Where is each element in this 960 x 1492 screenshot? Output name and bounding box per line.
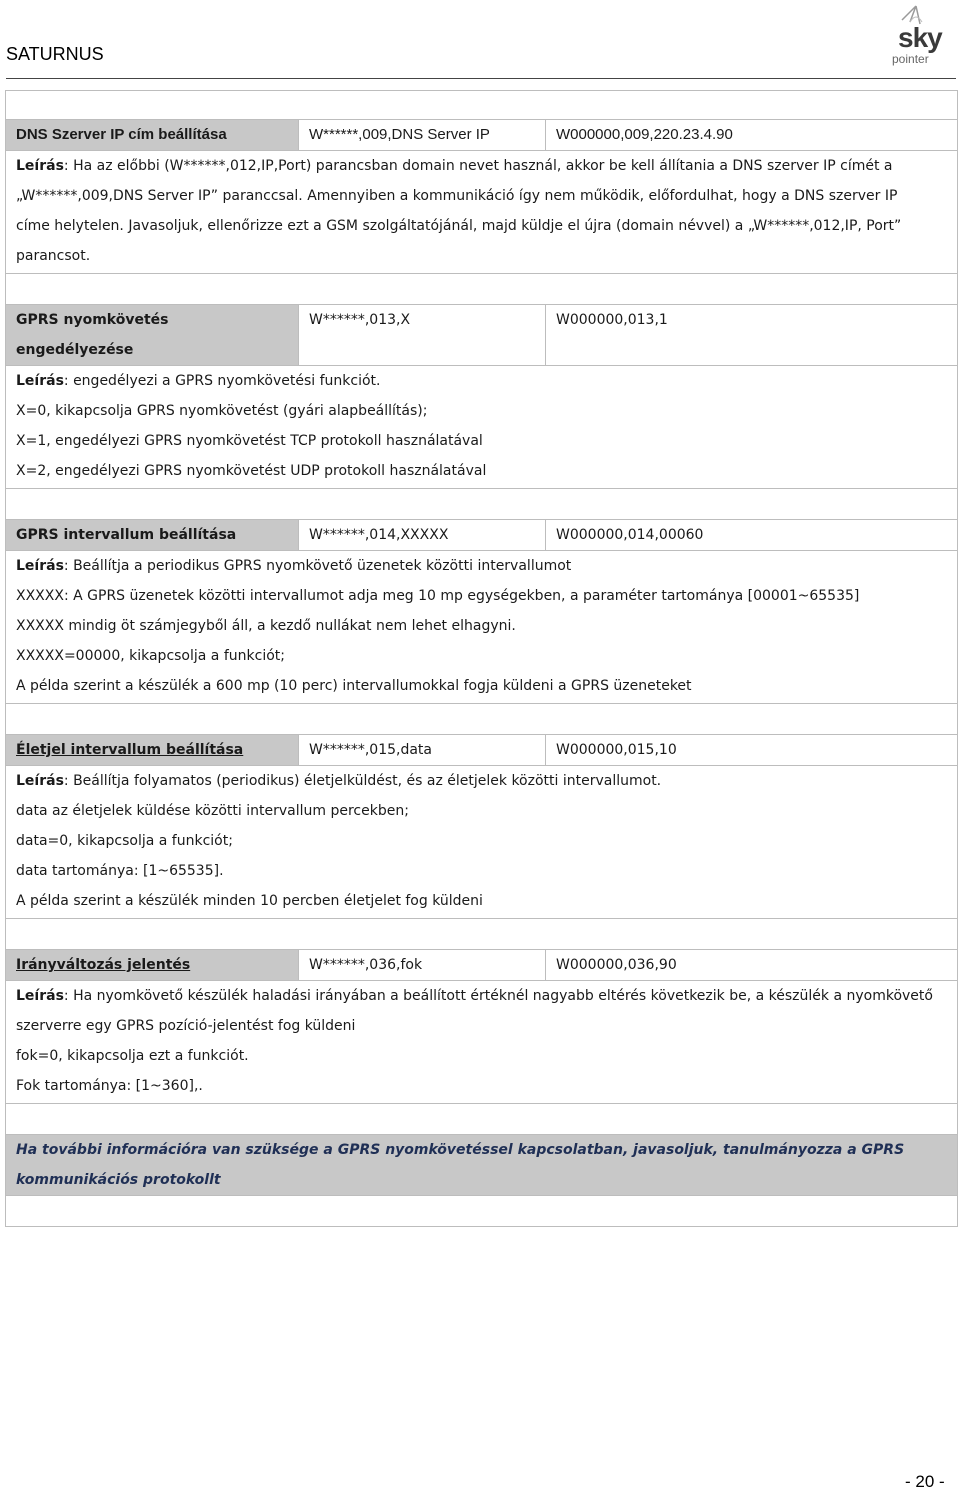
section-header-gprs-tracking [6, 304, 957, 365]
section-description-gprs-tracking [6, 365, 957, 488]
desc-line: X=1, engedélyezi GPRS nyomkövetést TCP protokoll használatával [16, 433, 483, 449]
section-example: W000000,036,90 [545, 950, 957, 980]
section-name [6, 950, 298, 980]
section-header-gprs-interval [6, 519, 957, 550]
desc-line: X=0, kikapcsolja GPRS nyomkövetést (gyári alapbeállítás); [16, 403, 428, 419]
desc-label: Leírás [16, 158, 64, 174]
section-name-line: GPRS nyomkövetés [16, 312, 169, 328]
section-name-text: Életjel intervallum beállítása [16, 742, 244, 758]
desc-line [16, 366, 947, 396]
desc-label: Leírás [16, 988, 64, 1004]
desc-label: Leírás [16, 558, 64, 574]
desc-text: : Ha nyomkövető készülék haladási irányában a beállított értéknél nagyabb eltérés következik be, a készülék a nyomkövető [63, 988, 933, 1004]
desc-text: : engedélyezi a GPRS nyomkövetési funkciót. [63, 373, 381, 389]
section-description-gprs-interval [6, 550, 957, 703]
table-spacer [6, 1103, 957, 1134]
section-example: W000000,014,00060 [545, 520, 957, 550]
document-header-title: SATURNUS [6, 44, 104, 64]
command-table [5, 90, 958, 1227]
header-divider [6, 78, 956, 79]
desc-text: : Beállítja a periodikus GPRS nyomkövető üzenetek közötti intervallumot [63, 558, 572, 574]
desc-line: XXXXX=00000, kikapcsolja a funkciót; [16, 648, 285, 664]
section-example: W000000,013,1 [545, 305, 957, 365]
desc-text: : Beállítja folyamatos (periodikus) életjelküldést, és az életjelek közötti intervallumot. [63, 773, 662, 789]
desc-line: X=2, engedélyezi GPRS nyomkövetést UDP protokoll használatával [16, 463, 487, 479]
section-name: DNS Szerver IP cím beállítása [6, 120, 298, 150]
section-name: GPRS intervallum beállítása [6, 520, 298, 550]
desc-line: A példa szerint a készülék a 600 mp (10 perc) intervallumokkal fogja küldeni a GPRS üzeneteket [16, 678, 692, 694]
section-command: W******,014,XXXXX [298, 520, 545, 550]
desc-line: parancsot. [16, 248, 91, 264]
desc-line: XXXXX mindig öt számjegyből áll, a kezdő nullákat nem lehet elhagyni. [16, 618, 516, 634]
desc-line: XXXXX: A GPRS üzenetek közötti intervallumot adja meg 10 mp egységekben, a paraméter tartománya [00001~65535] [16, 588, 860, 604]
table-spacer [6, 91, 957, 119]
table-spacer [6, 918, 957, 949]
table-spacer [6, 273, 957, 304]
desc-line: fok=0, kikapcsolja ezt a funkciót. [16, 1048, 249, 1064]
section-command: W******,013,X [298, 305, 545, 365]
section-name [6, 735, 298, 765]
section-name-text: Irányváltozás jelentés [16, 957, 191, 973]
section-command: W******,036,fok [298, 950, 545, 980]
table-spacer [6, 488, 957, 519]
desc-line [16, 551, 947, 581]
logo-sub-text: pointer [892, 52, 929, 66]
section-header-dns [6, 119, 957, 150]
page-number: - 20 - [905, 1472, 945, 1491]
note-line: kommunikációs protokollt [16, 1172, 221, 1188]
table-spacer [6, 1195, 957, 1226]
desc-line: data az életjelek küldése közötti intervallum percekben; [16, 803, 409, 819]
section-description-direction-change [6, 980, 957, 1103]
section-header-direction-change [6, 949, 957, 980]
desc-text: : Ha az előbbi (W******,012,IP,Port) parancsban domain nevet használ, akkor be kell állítania a DNS szerver IP címét a [63, 158, 893, 174]
desc-label: Leírás [16, 373, 64, 389]
section-description-dns [6, 150, 957, 273]
table-spacer [6, 703, 957, 734]
section-description-heartbeat [6, 765, 957, 918]
section-example: W000000,015,10 [545, 735, 957, 765]
section-example: W000000,009,220.23.4.90 [545, 120, 957, 150]
desc-line: címe helytelen. Javasoljuk, ellenőrizze ezt a GSM szolgáltatójánál, majd küldje el újra (domain névvel) a „W******,012,IP, Port” [16, 218, 902, 234]
section-command: W******,015,data [298, 735, 545, 765]
section-command: W******,009,DNS Server IP [298, 120, 545, 150]
desc-line: data=0, kikapcsolja a funkciót; [16, 833, 233, 849]
desc-line: A példa szerint a készülék minden 10 percben életjelet fog küldeni [16, 893, 483, 909]
desc-line [16, 766, 947, 796]
logo-main-text: sky [898, 22, 942, 53]
section-name-line: engedélyezése [16, 342, 134, 358]
desc-label: Leírás [16, 773, 64, 789]
section-name [6, 305, 298, 365]
desc-line: szerverre egy GPRS pozíció-jelentést fog küldeni [16, 1018, 356, 1034]
desc-line: data tartománya: [1~65535]. [16, 863, 224, 879]
sky-pointer-logo [880, 2, 952, 70]
desc-line [16, 151, 947, 181]
desc-line: Fok tartománya: [1~360],. [16, 1078, 203, 1094]
protocol-note [6, 1134, 957, 1195]
desc-line: „W******,009,DNS Server IP” paranccsal. Amennyiben a kommunikáció így nem működik, előfordulhat, hogy a DNS szerver IP [16, 188, 898, 204]
section-header-heartbeat [6, 734, 957, 765]
desc-line [16, 981, 947, 1011]
note-line: Ha további információra van szüksége a GPRS nyomkövetéssel kapcsolatban, javasoljuk, tanulmányozza a GPRS [16, 1142, 905, 1158]
